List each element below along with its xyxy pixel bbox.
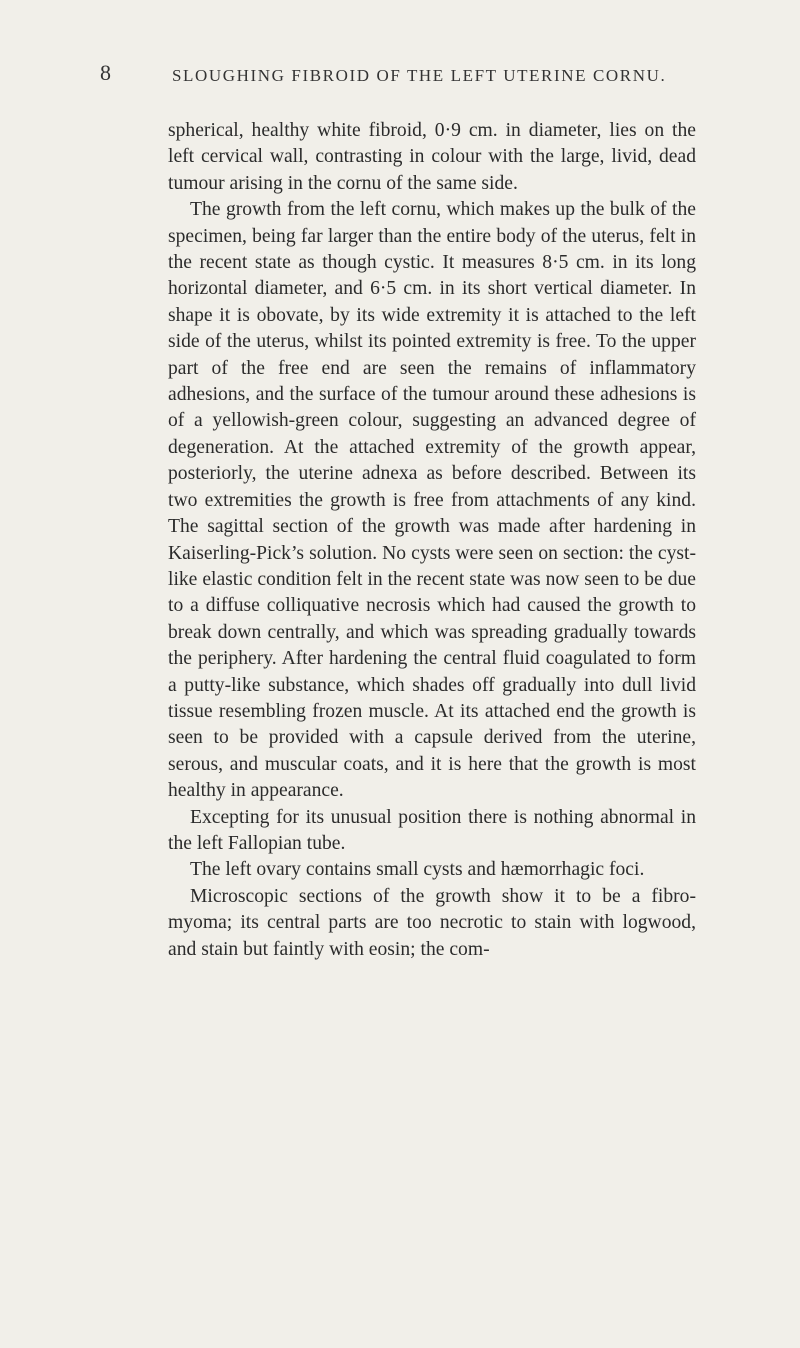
paragraph: Excepting for its unusual position there is nothing abnormal in the left Fallopian tube. bbox=[168, 806, 696, 854]
running-title: SLOUGHING FIBROID OF THE LEFT UTERINE CORNU. bbox=[172, 66, 667, 85]
paragraph: The left ovary contains small cysts and hæmorrhagic foci. bbox=[190, 859, 645, 881]
running-head bbox=[100, 60, 720, 94]
paragraph: spherical, healthy white fibroid, 0·9 cm. in diameter, lies on the left cervical wall, contrasting in colour with the large, livid, dead tumour arising in the cornu of the same side. bbox=[168, 120, 696, 194]
paragraph: The growth from the left cornu, which makes up the bulk of the specimen, being far larger than the entire body of the uterus, felt in the recent state as though cystic. It measures 8·5 cm. in its long horizontal diameter, and 6·5 cm. in its short vertical diameter. In shape it is obovate, by its wide extremity it is attached to the left side of the uterus, whilst its pointed extremity is free. To the upper part of the free end are seen the remains of inflammatory adhesions, and the surface of the tumour around these adhesions is of a yellowish-green colour, suggesting an advanced degree of degeneration. At the attached extremity of the growth appear, posteriorly, the uterine adnexa as before described. Between its two extremities the growth is free from attachments of any kind. The sagittal section of the growth was made after hardening in Kaiserling-Pick’s solution. No cysts were seen on section: the cyst-like elastic condition felt in the recent state was now seen to be due to a diffuse colliquative necrosis which had caused the growth to break down centrally, and which was spreading gradually towards the periphery. After hardening the central fluid coagulated to form a putty-like substance, which shades off gradually into dull livid tissue resembling frozen muscle. At its attached end the growth is seen to be provided with a capsule derived from the uterine, serous, and muscular coats, and it is here that the growth is most healthy in appearance. bbox=[168, 199, 696, 802]
body-text bbox=[168, 118, 696, 963]
page-number: 8 bbox=[100, 60, 111, 85]
paragraph: Microscopic sections of the growth show it to be a fibro-myoma; its central parts are too necrotic to stain with logwood, and stain but faintly with eosin; the com- bbox=[168, 885, 696, 960]
